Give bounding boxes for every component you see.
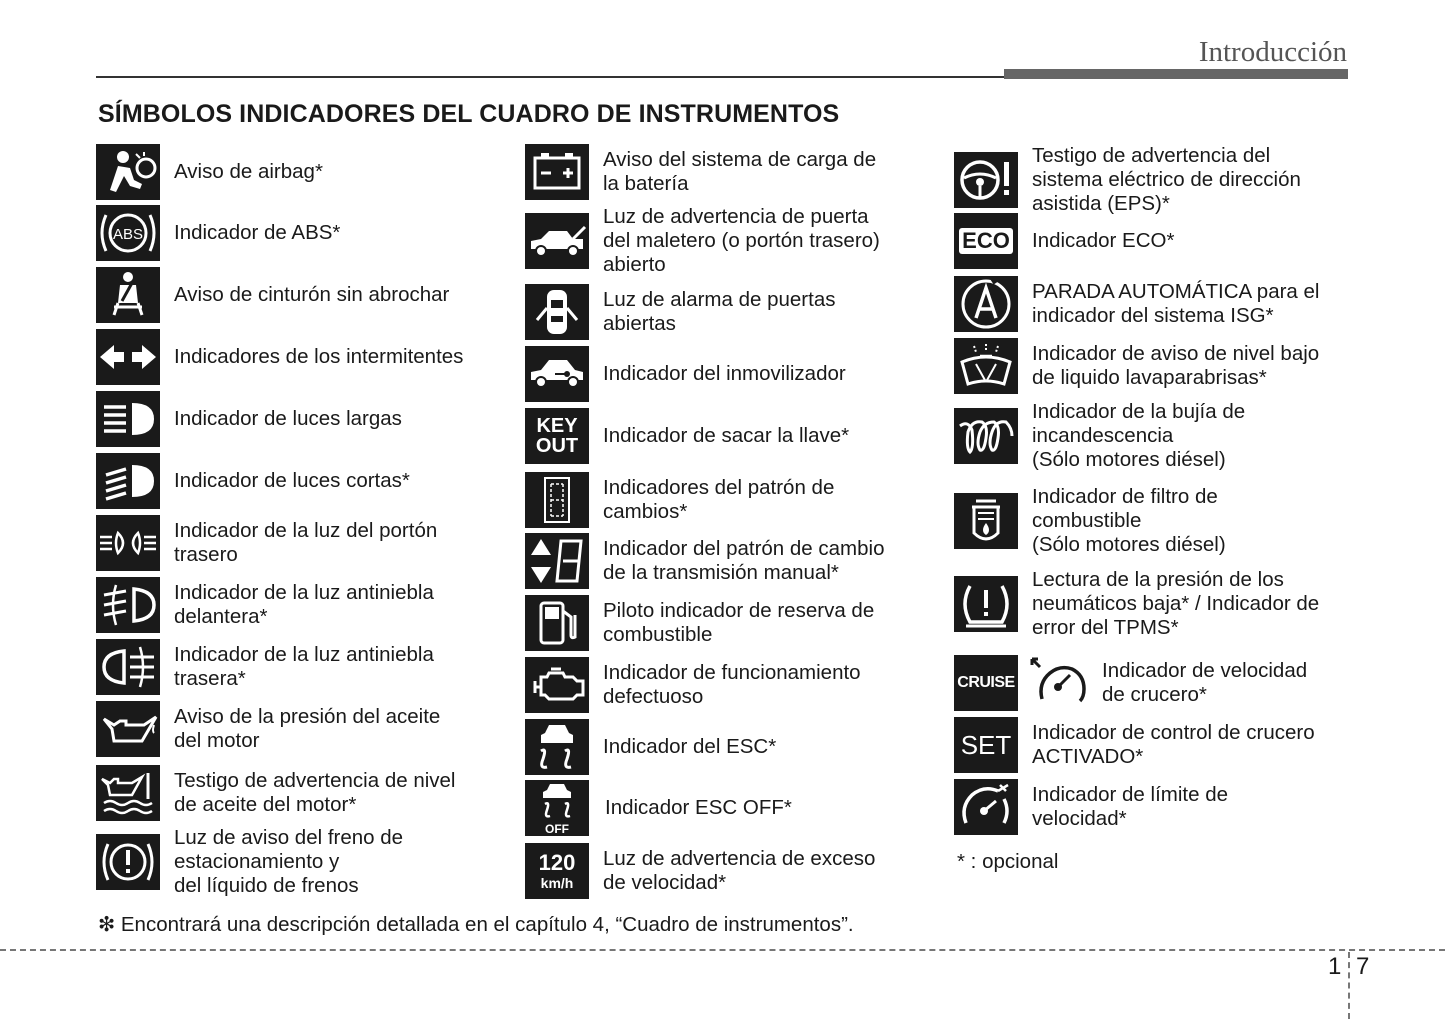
cruise-icon	[954, 655, 1018, 711]
section-title: SÍMBOLOS INDICADORES DEL CUADRO DE INSTRUMENTOS	[98, 100, 840, 128]
item-label: Indicador de filtro de combustible (Sólo motores diésel)	[1032, 485, 1226, 556]
header-rule-thick	[1004, 69, 1348, 79]
abs-icon	[96, 205, 160, 261]
turn-signal-icon	[96, 329, 160, 385]
chapter-number: 1	[1328, 953, 1342, 980]
list-item	[954, 144, 1301, 216]
item-label: Lectura de la presión de los neumáticos baja* / Indicador de error del TPMS*	[1032, 568, 1320, 639]
item-label: Indicador de luces cortas*	[174, 469, 410, 492]
page-number: 7	[1356, 953, 1370, 980]
item-label: Aviso de airbag*	[174, 160, 323, 183]
item-label: Luz de alarma de puertas abiertas	[603, 288, 836, 335]
item-label: Testigo de advertencia del sistema eléctrico de dirección asistida (EPS)*	[1032, 144, 1301, 215]
list-item	[96, 639, 434, 695]
list-item	[96, 515, 437, 571]
item-label: Luz de advertencia de exceso de velocidad*	[603, 847, 876, 894]
esc-icon	[525, 719, 589, 775]
item-label: Indicador de la luz antiniebla trasera*	[174, 643, 434, 690]
item-label: Indicador de luces largas	[174, 407, 402, 430]
item-label: Indicador del inmovilizador	[603, 362, 846, 385]
item-label: Indicadores del patrón de cambios*	[603, 476, 835, 523]
speed-limit-icon	[954, 779, 1018, 835]
trunk-open-icon	[525, 213, 589, 269]
list-item	[954, 276, 1319, 332]
esc-off-icon	[525, 780, 589, 836]
list-item	[525, 284, 835, 340]
airbag-icon	[96, 144, 160, 200]
check-engine-icon	[525, 657, 589, 713]
eps-icon	[954, 152, 1018, 208]
item-label: Piloto indicador de reserva de combustible	[603, 599, 875, 646]
list-item	[954, 717, 1315, 773]
list-item	[96, 453, 410, 509]
overspeed-icon-unit: km/h	[540, 875, 574, 891]
list-item	[525, 472, 834, 528]
item-label: Luz de advertencia de puerta del maletero (o portón trasero) abierto	[603, 205, 880, 276]
tpms-icon	[954, 576, 1018, 632]
item-label: Indicador del patrón de cambio de la transmisión manual*	[603, 537, 885, 584]
auto-stop-icon	[954, 276, 1018, 332]
list-item	[525, 719, 776, 775]
item-label: Indicador de aviso de nivel bajo de liquido lavaparabrisas*	[1032, 342, 1320, 389]
oil-pressure-icon	[96, 701, 160, 757]
list-item	[96, 267, 449, 323]
item-label: Aviso de la presión del aceite del motor	[174, 705, 441, 752]
key-out-icon-line1: KEY	[536, 415, 578, 437]
item-label: Indicador de ABS*	[174, 221, 341, 244]
glow-plug-icon	[954, 408, 1018, 464]
list-item	[96, 577, 434, 633]
list-item	[525, 346, 846, 402]
footer-divider	[0, 949, 1445, 951]
cruise-speed-icon	[1028, 655, 1092, 711]
cruise-icon-text: CRUISE	[957, 674, 1015, 691]
item-label: Indicador de funcionamiento defectuoso	[603, 661, 861, 708]
list-item	[525, 657, 861, 713]
high-beam-icon	[96, 391, 160, 447]
eco-icon	[954, 213, 1018, 269]
item-label: Testigo de advertencia de nivel de aceite del motor*	[174, 769, 456, 816]
item-label: PARADA AUTOMÁTICA para el indicador del sistema ISG*	[1032, 280, 1320, 327]
page-number-divider	[1348, 952, 1350, 1019]
list-item	[96, 329, 463, 385]
header-rule-thin	[96, 76, 1006, 78]
list-item	[96, 205, 340, 261]
optional-note: * : opcional	[957, 850, 1059, 873]
list-item	[954, 213, 1174, 269]
item-label: Indicador ECO*	[1032, 229, 1175, 252]
overspeed-icon	[525, 843, 589, 899]
esc-off-icon-text: OFF	[545, 822, 569, 836]
item-label: Indicador de la luz del portón trasero	[174, 519, 438, 566]
item-label: Luz de aviso del freno de estacionamiento y del líquido de frenos	[174, 826, 404, 897]
fuel-icon	[525, 595, 589, 651]
list-item	[954, 779, 1228, 835]
door-open-icon	[525, 284, 589, 340]
list-item	[525, 144, 876, 200]
manual-shift-icon	[525, 533, 589, 589]
list-item	[96, 765, 456, 821]
list-item	[525, 595, 874, 651]
seatbelt-icon	[96, 267, 160, 323]
list-item	[96, 701, 440, 757]
eco-icon-text: ECO	[959, 228, 1013, 254]
set-icon	[954, 717, 1018, 773]
item-label: Indicadores de los intermitentes	[174, 345, 464, 368]
fuel-filter-icon	[954, 493, 1018, 549]
rear-fog-icon	[96, 639, 160, 695]
item-label: Indicador de la luz antiniebla delantera*	[174, 581, 434, 628]
list-item	[525, 408, 849, 464]
parking-brake-icon	[96, 834, 160, 890]
front-fog-icon	[96, 577, 160, 633]
header-title: Introducción	[1198, 36, 1347, 68]
list-item	[954, 568, 1319, 640]
oil-level-icon	[96, 765, 160, 821]
overspeed-icon-value: 120	[538, 850, 576, 875]
list-item	[525, 533, 885, 589]
immobilizer-icon	[525, 346, 589, 402]
list-item	[96, 144, 323, 200]
shift-pattern-icon	[525, 472, 589, 528]
item-label: Indicador de sacar la llave*	[603, 424, 850, 447]
item-label: Aviso del sistema de carga de la batería	[603, 148, 877, 195]
abs-icon-text: ABS	[112, 226, 144, 243]
item-label: Indicador ESC OFF*	[605, 796, 792, 819]
item-label: Aviso de cinturón sin abrochar	[174, 283, 450, 306]
list-item	[954, 400, 1245, 472]
list-item	[96, 391, 402, 447]
tailgate-light-icon	[96, 515, 160, 571]
list-item	[525, 780, 792, 836]
list-item	[525, 843, 917, 899]
item-label: Indicador de la bujía de incandescencia (Sólo motores diésel)	[1032, 400, 1246, 471]
battery-icon	[525, 144, 589, 200]
list-item	[525, 205, 880, 277]
item-label: Indicador del ESC*	[603, 735, 777, 758]
key-out-icon	[525, 408, 589, 464]
item-label: Indicador de límite de velocidad*	[1032, 783, 1229, 830]
item-label: Indicador de velocidad de crucero*	[1102, 659, 1308, 706]
item-label: Indicador de control de crucero ACTIVADO*	[1032, 721, 1315, 768]
list-item	[954, 485, 1226, 557]
washer-fluid-icon	[954, 338, 1018, 394]
set-icon-text: SET	[960, 730, 1012, 760]
low-beam-icon	[96, 453, 160, 509]
footnote: ❇ Encontrará una descripción detallada en el capítulo 4, “Cuadro de instrumentos”.	[98, 913, 854, 936]
list-item	[954, 338, 1319, 394]
list-item	[96, 826, 403, 898]
key-out-icon-line2: OUT	[535, 435, 579, 457]
list-item	[954, 655, 1307, 711]
